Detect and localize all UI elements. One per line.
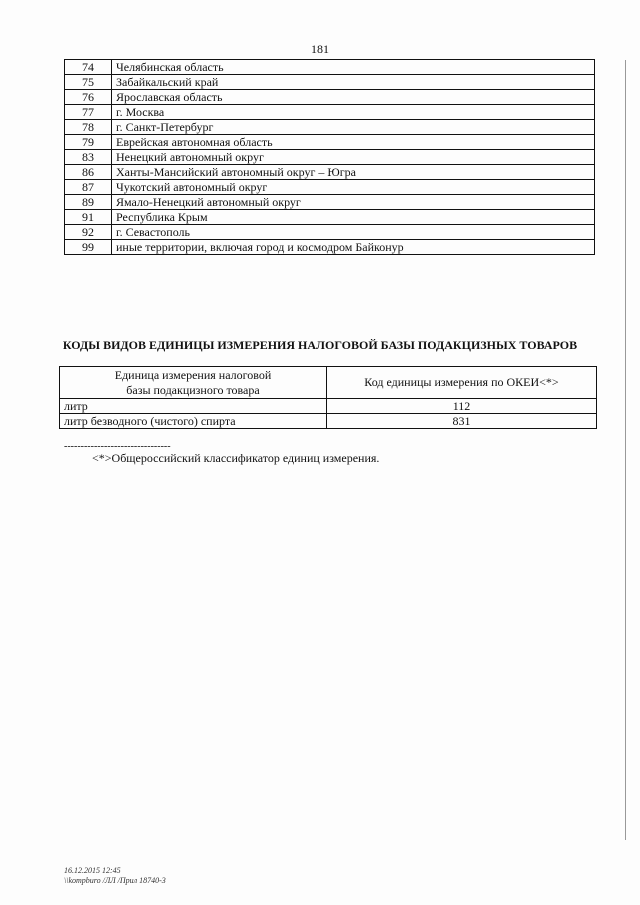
table-row (65, 90, 595, 105)
header-unit (60, 367, 327, 399)
print-stamp-path: \\kompburo /ЛЛ /Прил 18740-3 (64, 876, 166, 885)
region-name: Республика Крым (112, 210, 595, 225)
table-row (65, 60, 595, 75)
region-code: 77 (65, 105, 112, 120)
table-row (60, 414, 597, 429)
unit-name: литр (60, 399, 327, 414)
region-code: 83 (65, 150, 112, 165)
footnote-rule: -------------------------------- (64, 441, 171, 452)
region-name: Чукотский автономный округ (112, 180, 595, 195)
scan-edge-line (625, 60, 626, 840)
region-name: Ханты-Мансийский автономный округ – Югра (112, 165, 595, 180)
region-code: 87 (65, 180, 112, 195)
region-code: 78 (65, 120, 112, 135)
unit-code: 112 (327, 399, 597, 414)
region-code: 91 (65, 210, 112, 225)
table-row (65, 75, 595, 90)
region-code: 92 (65, 225, 112, 240)
region-name: Ярославская область (112, 90, 595, 105)
region-code: 79 (65, 135, 112, 150)
unit-code: 831 (327, 414, 597, 429)
table-row (65, 150, 595, 165)
region-name: Ямало-Ненецкий автономный округ (112, 195, 595, 210)
table-row (65, 225, 595, 240)
region-name: Еврейская автономная область (112, 135, 595, 150)
region-code: 86 (65, 165, 112, 180)
region-code: 89 (65, 195, 112, 210)
region-code: 76 (65, 90, 112, 105)
region-name: иные территории, включая город и космодром Байконур (112, 240, 595, 255)
print-stamp-date: 16.12.2015 12:45 (64, 866, 121, 875)
region-name: г. Севастополь (112, 225, 595, 240)
region-name: г. Санкт-Петербург (112, 120, 595, 135)
region-name: г. Москва (112, 105, 595, 120)
footnote: <*>Общероссийский классификатор единиц измерения. (92, 451, 380, 465)
units-table (59, 366, 597, 429)
region-name: Забайкальский край (112, 75, 595, 90)
region-code: 99 (65, 240, 112, 255)
table-row (65, 180, 595, 195)
table-row (65, 135, 595, 150)
table-row (65, 105, 595, 120)
units-heading: КОДЫ ВИДОВ ЕДИНИЦЫ ИЗМЕРЕНИЯ НАЛОГОВОЙ БАЗЫ ПОДАКЦИЗНЫХ ТОВАРОВ (62, 338, 578, 352)
table-row (60, 399, 597, 414)
region-name: Челябинская область (112, 60, 595, 75)
region-code: 75 (65, 75, 112, 90)
header-okei-code: Код единицы измерения по ОКЕИ<*> (327, 367, 597, 399)
table-row (65, 210, 595, 225)
header-unit-line1: Единица измерения налоговой (114, 367, 272, 382)
header-unit-line2: базы подакцизного товара (126, 382, 260, 397)
table-row (65, 165, 595, 180)
table-row (65, 120, 595, 135)
unit-name: литр безводного (чистого) спирта (60, 414, 327, 429)
region-name: Ненецкий автономный округ (112, 150, 595, 165)
table-header-row (60, 367, 597, 399)
table-row (65, 240, 595, 255)
page-number: 181 (311, 42, 329, 56)
regions-table (64, 59, 595, 255)
table-row (65, 195, 595, 210)
region-code: 74 (65, 60, 112, 75)
